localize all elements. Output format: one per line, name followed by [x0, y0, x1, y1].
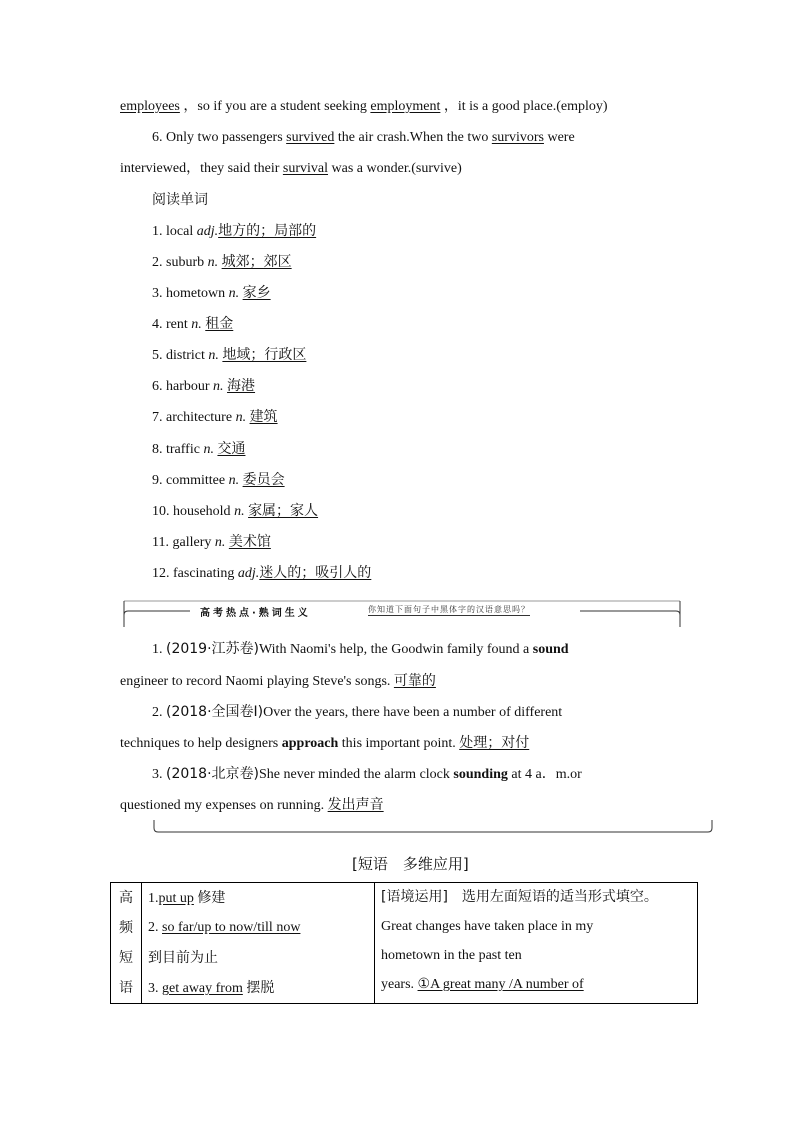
list-item: 1. local adj.地方的；局部的 — [152, 223, 317, 239]
item-6-line-2 — [120, 160, 462, 178]
phrases-heading: [短语 多维应用] — [352, 855, 469, 873]
section-box-bottom — [152, 820, 714, 834]
phrase-2: 2. so far/up to now/till now — [148, 920, 301, 935]
hot-1-line-1: 1. (2019·江苏卷)With Naomi's help, the Goodwin family found a sound — [152, 641, 569, 657]
hot-1-line-2: engineer to record Naomi playing Steve's songs. 可靠的 — [120, 673, 436, 689]
exercise-instruction: [语境运用] 选用左面短语的适当形式填空。 — [381, 889, 658, 905]
source: (2018·全国卷Ⅰ) — [166, 704, 264, 720]
section-banner — [120, 597, 684, 631]
list-item: 6. harbour n. 海港 — [152, 378, 256, 394]
answer: 处理；对付 — [459, 735, 530, 751]
list-item: 4. rent n. 租金 — [152, 316, 234, 332]
answer-employees: employees — [120, 99, 180, 114]
line-employ — [120, 98, 608, 116]
hot-3-line-2: questioned my expenses on running. 发出声音 — [120, 797, 384, 813]
meaning: 美术馆 — [228, 534, 271, 550]
text: Only two passengers — [166, 130, 283, 145]
meaning: 委员会 — [242, 472, 285, 488]
meaning: 地方的；局部的 — [218, 223, 317, 239]
answer-survival: survival — [282, 161, 329, 176]
meaning: 交通 — [217, 441, 246, 457]
side-label: 高 频 短 语 — [111, 883, 142, 1004]
list-item: 3. hometown n. 家乡 — [152, 285, 271, 301]
text: the air crash.When the two — [337, 130, 489, 145]
meaning: 城郊；郊区 — [221, 254, 292, 270]
meaning: 迷人的；吸引人的 — [259, 565, 372, 581]
answer-employment: employment — [370, 99, 441, 114]
phrases-table — [110, 882, 698, 1004]
text: was a wonder.(survive) — [331, 161, 462, 176]
list-item: 5. district n. 地域；行政区 — [152, 347, 307, 363]
meaning: 海港 — [227, 378, 256, 394]
source: (2018·北京卷) — [166, 766, 260, 782]
meaning: 地域；行政区 — [222, 347, 307, 363]
hot-2-line-1: 2. (2018·全国卷Ⅰ)Over the years, there have been a number of different — [152, 704, 563, 720]
answer-survivors: survivors — [491, 130, 544, 145]
item-number: 6. — [152, 130, 163, 145]
list-item: 2. suburb n. 城郊；郊区 — [152, 254, 292, 270]
meaning: 家属；家人 — [248, 503, 319, 519]
banner-subtitle: 你知道下面句子中黑体字的汉语意思吗？ — [368, 605, 530, 614]
list-item: 9. committee n. 委员会 — [152, 472, 285, 488]
answer-survived: survived — [286, 130, 335, 145]
context-exercise — [375, 883, 698, 1004]
list-item: 11. gallery n. 美术馆 — [152, 534, 271, 550]
meaning: 建筑 — [249, 409, 278, 425]
text: were — [547, 130, 575, 145]
bold-word: sound — [532, 642, 569, 657]
hot-2-line-2: techniques to help designers approach this important point. 处理；对付 — [120, 735, 530, 751]
phrase-list — [142, 883, 375, 1004]
meaning: 家乡 — [242, 285, 271, 301]
text: interviewed，they said their — [120, 161, 280, 176]
answer: ①A great many /A number of — [417, 977, 584, 992]
text: ，it is a good place.(employ) — [443, 99, 608, 114]
list-item: 7. architecture n. 建筑 — [152, 409, 278, 425]
phrase-1: 1.put up 修建 — [148, 890, 226, 906]
answer: 可靠的 — [393, 673, 436, 689]
reading-heading: 阅读单词 — [152, 192, 208, 208]
hot-3-line-1: 3. (2018·北京卷)She never minded the alarm clock sounding at 4 a．m.or — [152, 766, 582, 782]
item-6-line-1 — [152, 129, 575, 147]
exercise-text: years. ①A great many /A number of — [381, 977, 584, 992]
exercise-text: hometown in the past ten — [381, 948, 522, 963]
meaning: 租金 — [205, 316, 234, 332]
list-item: 10. household n. 家属；家人 — [152, 503, 319, 519]
exercise-text: Great changes have taken place in my — [381, 919, 594, 934]
list-item: 12. fascinating adj.迷人的；吸引人的 — [152, 565, 372, 581]
list-item: 8. traffic n. 交通 — [152, 441, 246, 457]
banner-title: 高考热点·熟词生义 — [200, 608, 311, 619]
phrase-3: 3. get away from 摆脱 — [148, 980, 275, 996]
answer: 发出声音 — [327, 797, 384, 813]
box-bottom-frame — [152, 820, 714, 834]
text: ，so if you are a student seeking — [183, 99, 367, 114]
bold-word: approach — [281, 736, 339, 751]
phrase-2-meaning: 到目前为止 — [148, 950, 218, 966]
bold-word: sounding — [453, 767, 508, 782]
source: (2019·江苏卷) — [166, 641, 260, 657]
